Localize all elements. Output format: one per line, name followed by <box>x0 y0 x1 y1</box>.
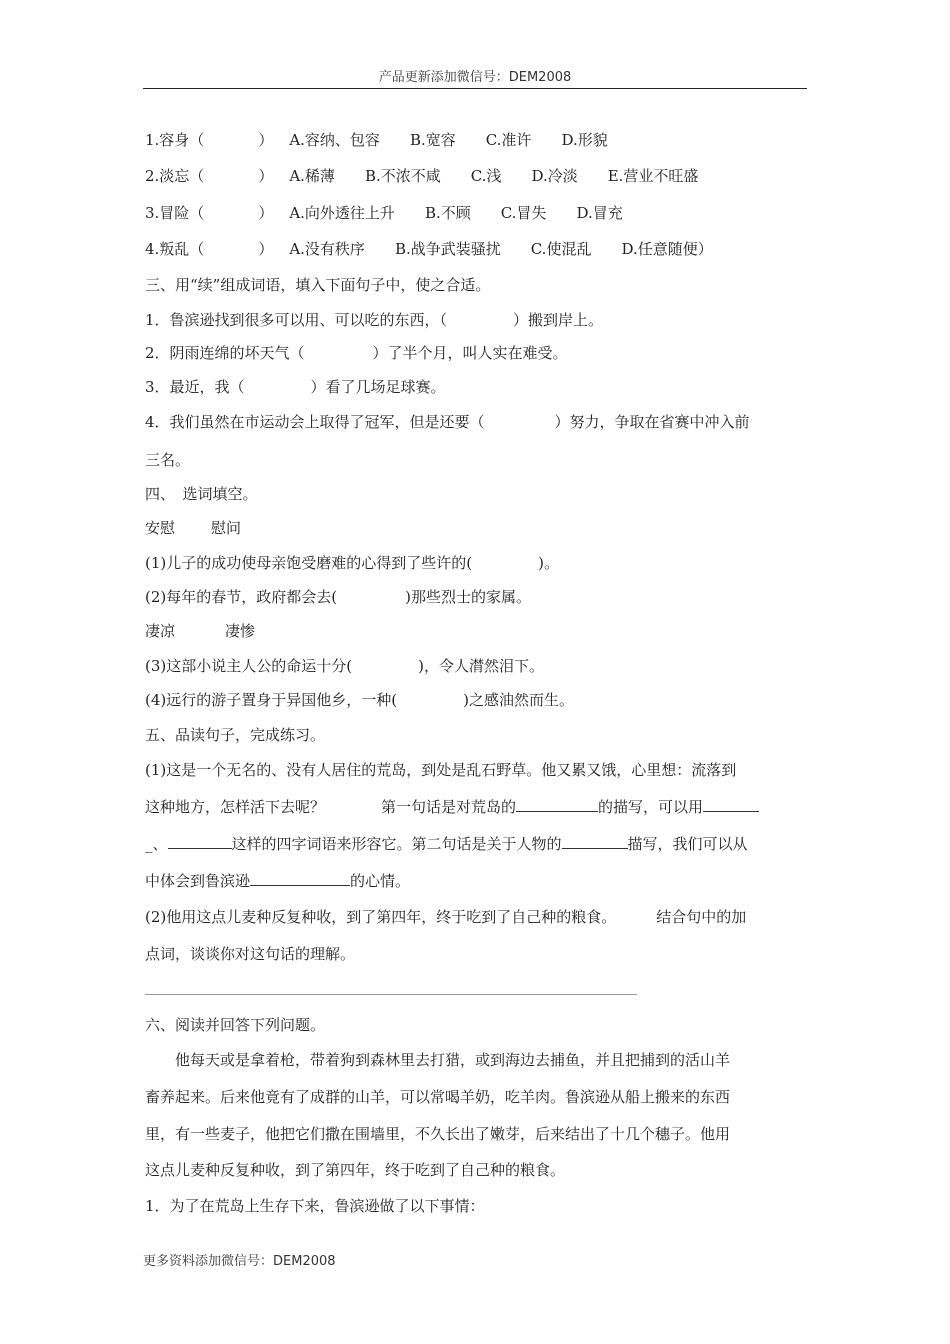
choice-close: ） <box>258 240 274 258</box>
word-option: 凄惨 <box>225 622 256 640</box>
sentence-part: (3)这部小说主人公的命运十分( <box>145 657 353 675</box>
choice-word: 2.淡忘（ <box>145 167 205 185</box>
passage-line-4: 这点儿麦种反复种收，到了第四年，终于吃到了自己种的粮食。 <box>145 1161 566 1179</box>
sentence-part: ）努力，争取在省赛中冲入前 <box>554 413 750 431</box>
sentence-part: 中体会到鲁滨逊 <box>145 872 251 890</box>
sentence-part: 的描写，可以用 <box>598 798 704 816</box>
blank-line[interactable] <box>250 871 350 886</box>
passage-line-3: 里，有一些麦子，他把它们撒在围墙里，不久长出了嫩芽，后来结出了十几个穗子。他用 <box>145 1125 731 1143</box>
sentence-part: 1．鲁滨逊找到很多可以用、可以吃的东西，（ <box>145 311 448 329</box>
s3-sentence-4-cont: 三名。 <box>145 451 191 469</box>
passage-line-2: 畜养起来。后来他竟有了成群的山羊，可以常喝羊奶，吃羊肉。鲁滨逊从船上搬来的东西 <box>145 1088 731 1106</box>
s4-question-2 <box>145 587 531 607</box>
sentence-part: (2)他用这点儿麦种反复种收，到了第四年，终于吃到了自己种的粮食。 <box>145 908 617 926</box>
s3-sentence-4 <box>145 412 750 432</box>
choice-option: C.浅 <box>470 167 502 185</box>
choice-option: A.向外透往上升 <box>289 204 395 222</box>
choice-option: D.冒充 <box>576 204 623 222</box>
word-pair-2 <box>145 621 255 641</box>
sentence-part: 3．最近，我（ <box>145 378 245 396</box>
s5-line-3 <box>145 834 748 854</box>
sentence-part: 这样的四字词语来形容它。第二句话是关于人物的 <box>231 835 562 853</box>
header-rule <box>143 88 807 89</box>
choice-row-2 <box>145 166 698 186</box>
sentence-part: )那些烈士的家属。 <box>405 588 531 606</box>
choice-option: B.宽容 <box>409 131 456 149</box>
blank-line[interactable] <box>703 797 759 812</box>
section-6-title: 六、阅读并回答下列问题。 <box>145 1016 326 1034</box>
section-4-title: 四、 选词填空。 <box>145 485 258 503</box>
choice-option: B.不顾 <box>424 204 471 222</box>
sentence-part: )。 <box>538 554 559 572</box>
section-3-title: 三、用“续”组成词语，填入下面句子中，使之合适。 <box>145 276 491 294</box>
sentence-part: 第一句话是对荒岛的 <box>381 798 517 816</box>
s6-question-1: 1．为了在荒岛上生存下来，鲁滨逊做了以下事情： <box>145 1197 485 1215</box>
blank-line[interactable] <box>168 834 232 849</box>
blank-line[interactable] <box>562 834 628 849</box>
s4-question-1 <box>145 553 559 573</box>
word-option: 安慰 <box>145 519 176 537</box>
s5-line-5 <box>145 907 746 927</box>
sentence-part: 的心情。 <box>350 872 411 890</box>
sentence-part: 这种地方，怎样活下去呢？ <box>145 798 326 816</box>
sentence-part: (1)儿子的成功使母亲饱受磨难的心得到了些许的( <box>145 554 473 572</box>
choice-word: 1.容身（ <box>145 131 205 149</box>
choice-option: C.准许 <box>485 131 532 149</box>
s5-line-4 <box>145 871 410 891</box>
word-pair-1 <box>145 518 241 538</box>
section-5-title: 五、品读句子，完成练习。 <box>145 726 326 744</box>
sentence-part: 2．阴雨连绵的坏天气（ <box>145 344 305 362</box>
choice-close: ） <box>258 167 274 185</box>
s3-sentence-1 <box>145 310 603 330</box>
choice-option: D.冷淡 <box>531 167 578 185</box>
choice-option: C.冒失 <box>500 204 547 222</box>
choice-option: B.战争武装骚扰 <box>394 240 501 258</box>
choice-option: A.没有秩序 <box>289 240 365 258</box>
page-header: 产品更新添加微信号：DEM2008 <box>378 70 572 85</box>
s5-line-6: 点词，谈谈你对这句话的理解。 <box>145 945 356 963</box>
choice-row-1 <box>145 130 608 150</box>
sentence-part: )，令人潸然泪下。 <box>418 657 544 675</box>
choice-option: E.营业不旺盛 <box>607 167 699 185</box>
page-footer: 更多资料添加微信号：DEM2008 <box>143 1254 336 1269</box>
sentence-part: 4．我们虽然在市运动会上取得了冠军，但是还要（ <box>145 413 485 431</box>
choice-word: 3.冒险（ <box>145 204 205 222</box>
choice-word: 4.叛乱（ <box>145 240 205 258</box>
choice-option: A.容纳、包容 <box>289 131 380 149</box>
s3-sentence-3 <box>145 377 446 397</box>
sentence-part: (2)每年的春节，政府都会去( <box>145 588 338 606</box>
choice-option: D.任意随便） <box>621 240 713 258</box>
choice-option: C.使混乱 <box>530 240 592 258</box>
choice-row-4 <box>145 239 713 259</box>
sentence-part: ）看了几场足球赛。 <box>310 378 446 396</box>
answer-line[interactable] <box>145 994 637 995</box>
sentence-part: 结合句中的加 <box>656 908 747 926</box>
choice-close: ） <box>258 131 274 149</box>
s5-line-2 <box>145 797 759 817</box>
sentence-part: 描写，我们可以从 <box>627 835 748 853</box>
s4-question-4 <box>145 690 574 710</box>
s3-sentence-2 <box>145 343 568 363</box>
sentence-part: )之感油然而生。 <box>463 691 574 709</box>
choice-row-3 <box>145 203 623 223</box>
sentence-part: _、 <box>145 835 168 853</box>
s5-line-1: (1)这是一个无名的、没有人居住的荒岛，到处是乱石野草。他又累又饿，心里想：流落到 <box>145 761 737 779</box>
sentence-part: ）搬到岸上。 <box>513 311 604 329</box>
choice-option: D.形貌 <box>561 131 608 149</box>
word-option: 慰问 <box>211 519 242 537</box>
choice-close: ） <box>258 204 274 222</box>
word-option: 凄凉 <box>145 622 176 640</box>
sentence-part: (4)远行的游子置身于异国他乡，一种( <box>145 691 398 709</box>
passage-line-1: 他每天或是拿着枪，带着狗到森林里去打猎，或到海边去捕鱼，并且把捕到的活山羊 <box>175 1051 731 1069</box>
sentence-part: ）了半个月，叫人实在难受。 <box>372 344 568 362</box>
blank-line[interactable] <box>516 797 598 812</box>
choice-option: A.稀薄 <box>289 167 335 185</box>
choice-option: B.不浓不咸 <box>364 167 441 185</box>
s4-question-3 <box>145 656 544 676</box>
